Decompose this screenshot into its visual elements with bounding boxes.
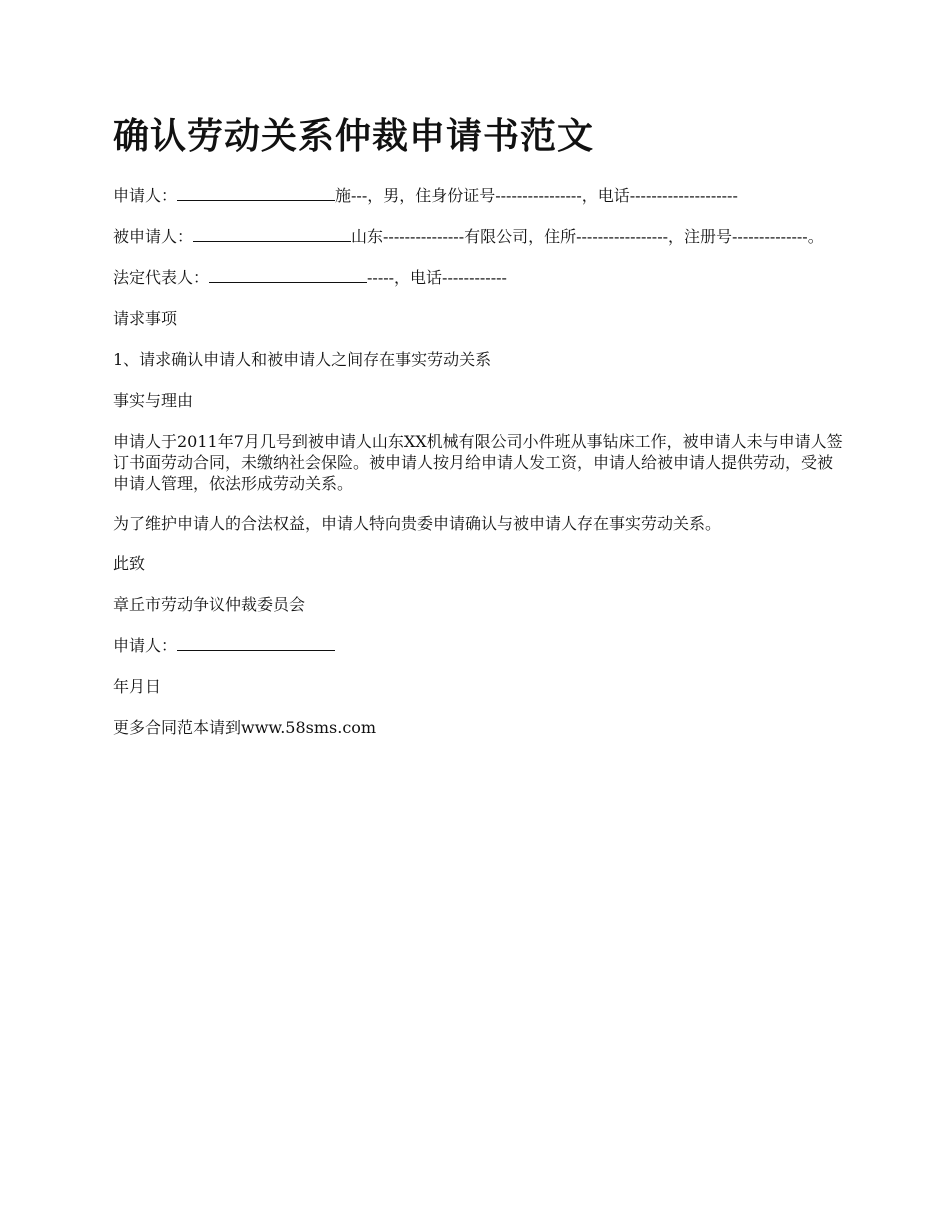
legal-rep-details: -----，电话------------	[367, 268, 507, 287]
applicant-line	[113, 185, 843, 206]
respondent-label: 被申请人：	[113, 227, 194, 246]
respondent-name-blank	[193, 226, 351, 242]
applicant-name-blank	[177, 185, 335, 201]
closing-salutation: 此致	[113, 554, 146, 573]
legal-rep-line	[113, 267, 843, 288]
signature-line	[113, 635, 843, 656]
signature-label: 申请人：	[113, 636, 178, 655]
claim-item-1: 1、请求确认申请人和被申请人之间存在事实劳动关系	[113, 350, 492, 369]
document-title: 确认劳动关系仲裁申请书范文	[113, 116, 595, 157]
respondent-details: 山东---------------有限公司，住所-----------------，注册号--------------。	[351, 227, 824, 246]
footer-note: 更多合同范本请到www.58sms.com	[113, 718, 377, 737]
applicant-label: 申请人：	[113, 186, 178, 205]
purpose-paragraph: 为了维护申请人的合法权益，申请人特向贵委申请确认与被申请人存在事实劳动关系。	[113, 514, 722, 533]
legal-rep-label: 法定代表人：	[113, 268, 210, 287]
date-line: 年月日	[113, 677, 162, 696]
signature-blank	[177, 635, 335, 651]
facts-body: 申请人于2011年7月几号到被申请人山东XX机械有限公司小件班从事钻床工作，被申请人未与申请人签订书面劳动合同，未缴纳社会保险。被申请人按月给申请人发工资，申请人给被申请人提供劳动，受被申请人管理，依法形成劳动关系。	[113, 432, 843, 493]
legal-rep-name-blank	[209, 267, 367, 283]
applicant-details: 施---，男，住身份证号----------------，电话--------------------	[335, 186, 738, 205]
claims-heading: 请求事项	[113, 309, 178, 328]
facts-heading: 事实与理由	[113, 391, 194, 410]
respondent-line	[113, 226, 843, 247]
document-body	[113, 112, 843, 738]
recipient-name: 章丘市劳动争议仲裁委员会	[113, 595, 306, 614]
